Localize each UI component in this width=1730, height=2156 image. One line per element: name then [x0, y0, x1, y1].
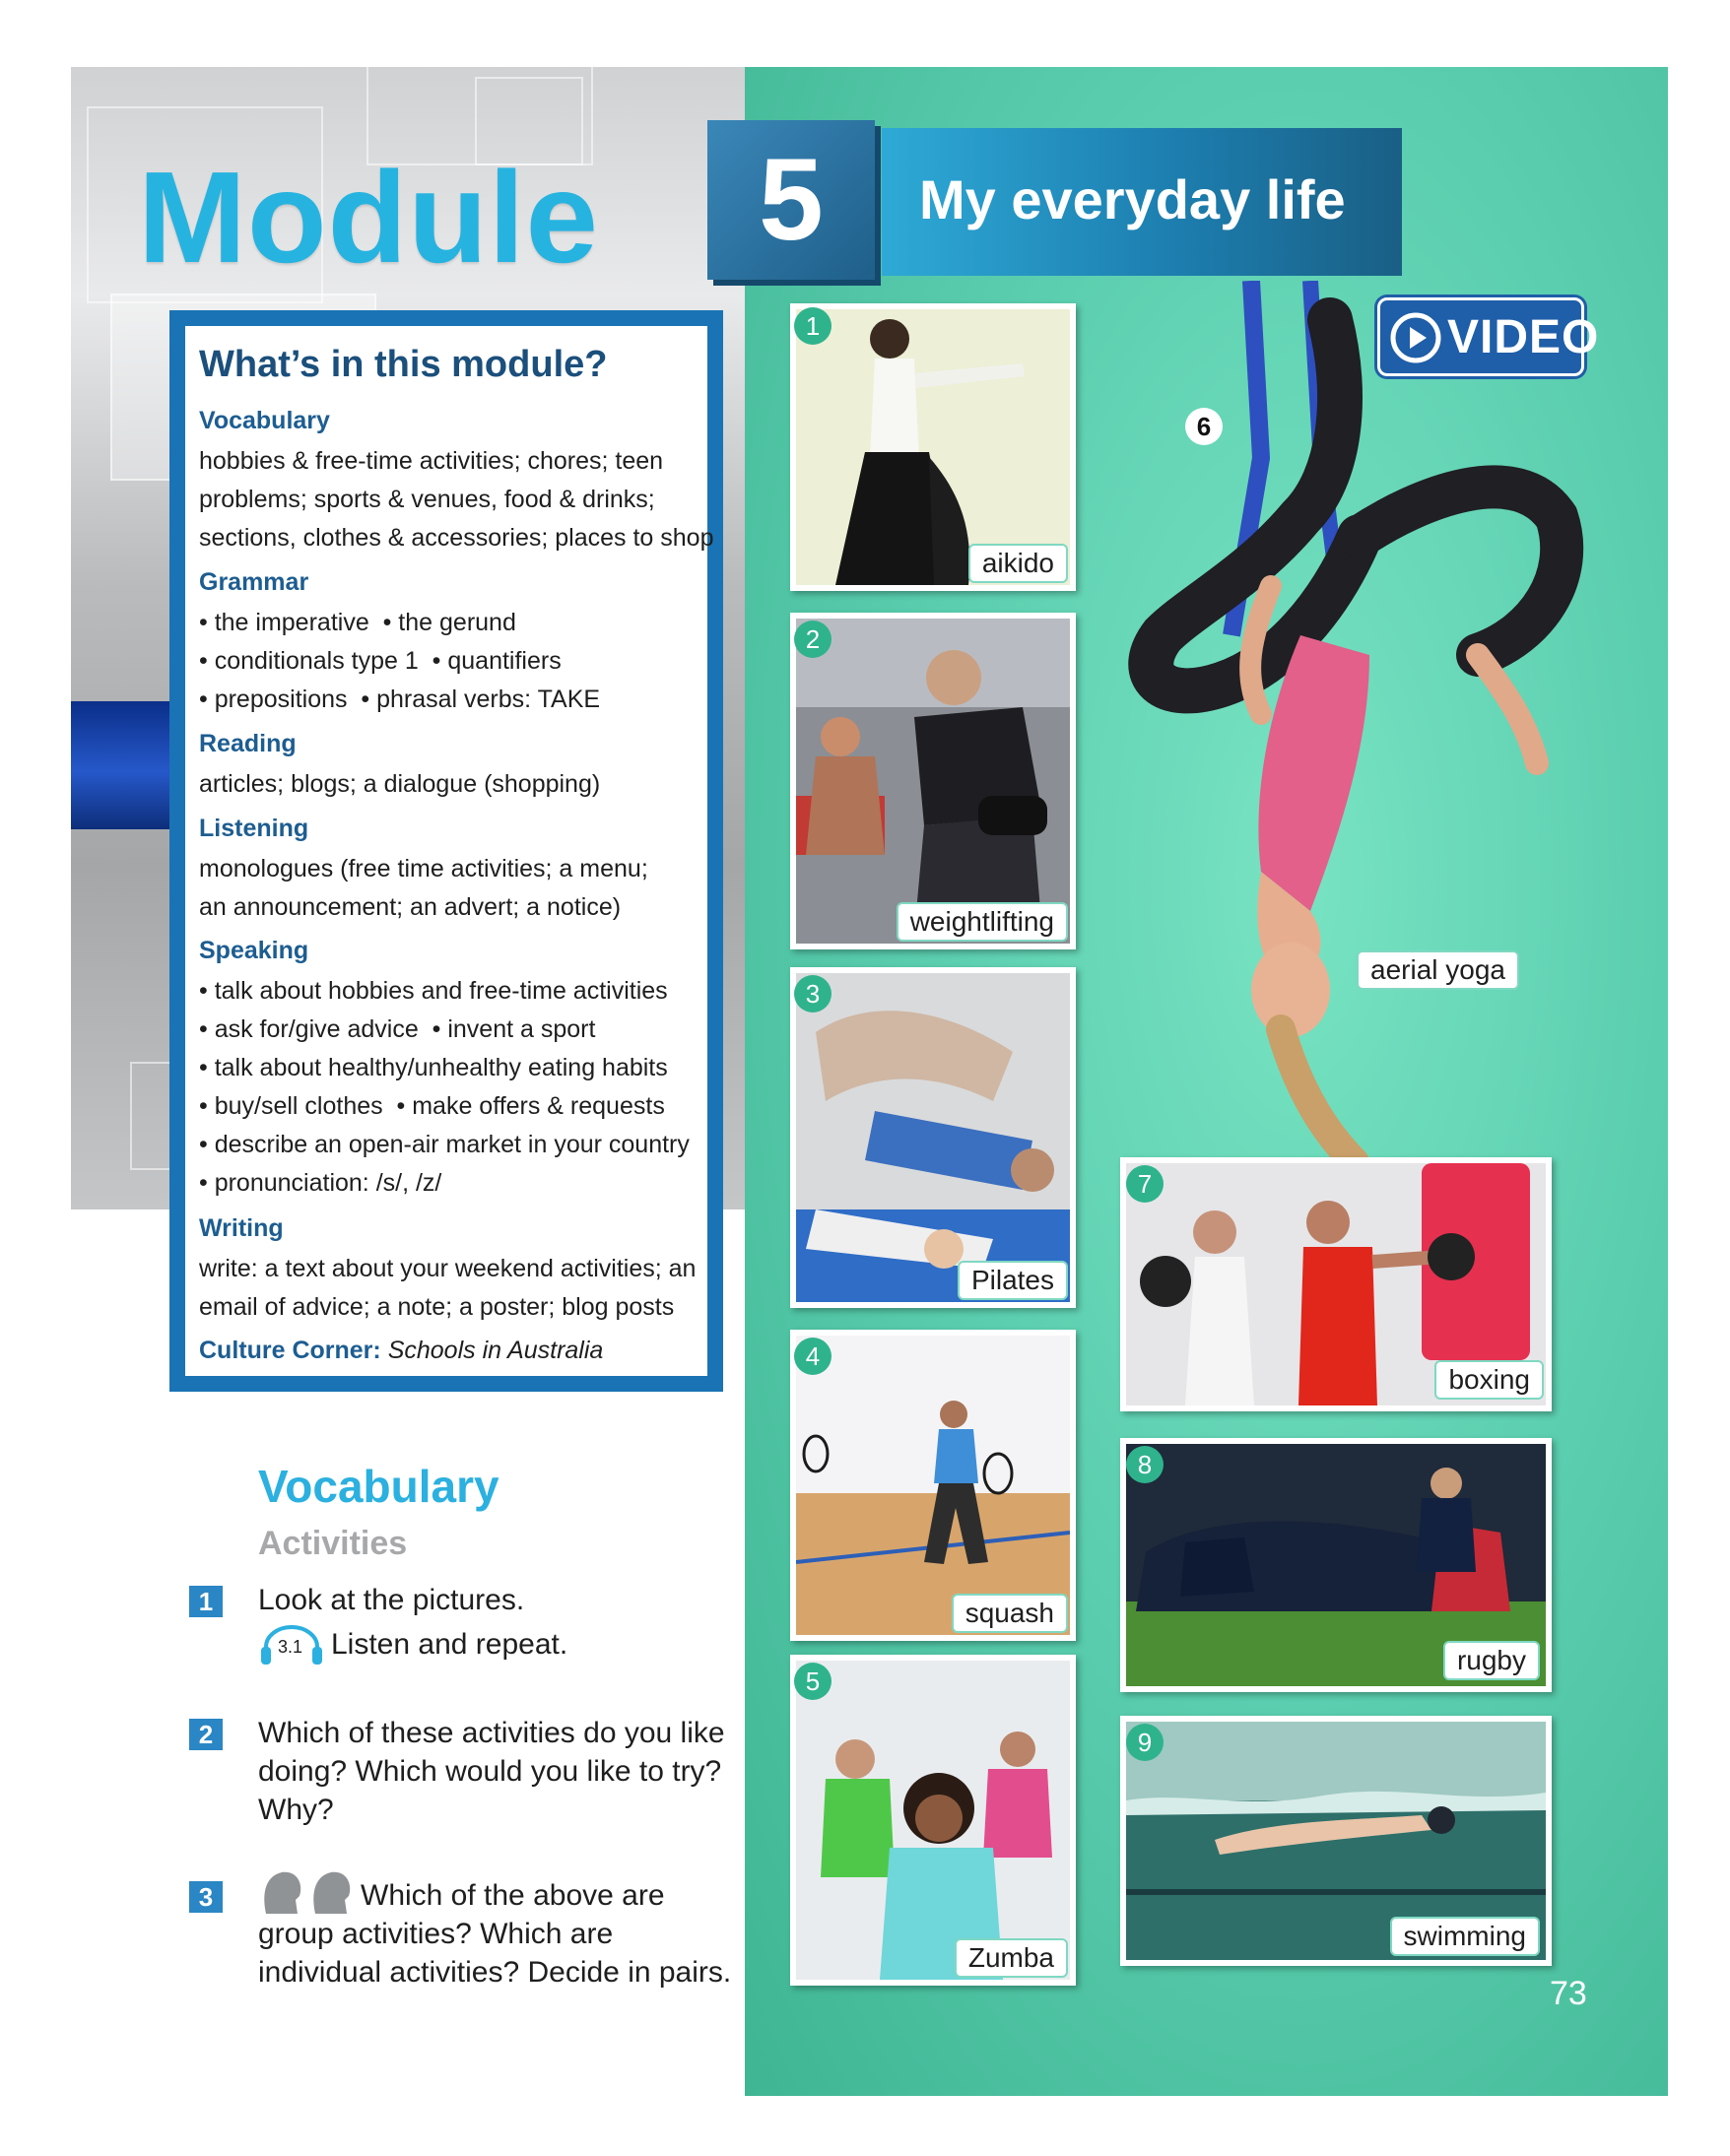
activity-card-pilates: [790, 967, 1076, 1308]
section-line: sections, clothes & accessories; places to shop: [199, 524, 714, 552]
activity-label-zumba: Zumba: [955, 1938, 1068, 1978]
section-line: • the imperative • the gerund: [199, 609, 516, 636]
section-heading-speaking: Speaking: [199, 937, 309, 964]
activity-label-aikido: aikido: [968, 544, 1068, 583]
section-line: monologues (free time activities; a menu;: [199, 855, 648, 882]
section-line: • pronunciation: /s/, /z/: [199, 1169, 442, 1197]
activity-card-zumba: [790, 1655, 1076, 1986]
activity-number-1: 1: [794, 307, 832, 345]
page-number: 73: [1550, 1975, 1587, 2012]
activity-number-3: 3: [794, 975, 832, 1013]
vocabulary-subtitle: Activities: [258, 1525, 408, 1562]
activity-label-weightlifting: weightlifting: [897, 902, 1068, 942]
exercise-text: Why?: [258, 1794, 334, 1826]
culture-corner-heading: Culture Corner:: [199, 1337, 381, 1364]
activity-label-pilates: Pilates: [958, 1261, 1068, 1300]
section-line: write: a text about your weekend activities; an: [199, 1255, 697, 1282]
activity-number-2: 2: [794, 621, 832, 658]
exercise-text: Which of the above are: [361, 1879, 665, 1912]
section-line: • buy/sell clothes • make offers & requests: [199, 1092, 665, 1120]
activity-card-squash: [790, 1330, 1076, 1641]
squash-photo: [796, 1336, 1070, 1635]
section-line: problems; sports & venues, food & drinks;: [199, 486, 655, 513]
exercise-text: group activities? Which are: [258, 1918, 614, 1950]
exercise-text: Which of these activities do you like: [258, 1717, 725, 1749]
aerial-yoga-photo: [1103, 281, 1655, 1167]
exercise-text: Look at the pictures.: [258, 1584, 525, 1616]
section-line: • talk about healthy/unhealthy eating habits: [199, 1054, 668, 1081]
section-line: articles; blogs; a dialogue (shopping): [199, 770, 601, 798]
contents-box-title: What’s in this module?: [199, 344, 608, 385]
activity-card-aikido: [790, 303, 1076, 591]
section-line: • conditionals type 1 • quantifiers: [199, 647, 562, 675]
module-number-box: [707, 120, 875, 280]
section-heading-grammar: Grammar: [199, 568, 309, 596]
weightlifting-photo: [796, 619, 1070, 944]
module-word: Module: [138, 145, 599, 290]
activity-number-7: 7: [1126, 1165, 1164, 1203]
section-line: • ask for/give advice • invent a sport: [199, 1015, 596, 1043]
activity-card-rugby: [1120, 1438, 1552, 1692]
activity-number-5: 5: [794, 1663, 832, 1700]
section-line: • prepositions • phrasal verbs: TAKE: [199, 686, 601, 713]
video-label: VIDEO: [1447, 311, 1600, 363]
section-line: • describe an open-air market in your country: [199, 1131, 690, 1158]
culture-corner-label: [199, 1337, 603, 1365]
exercise-number: 3: [189, 1881, 223, 1913]
activity-label-aerial-yoga: aerial yoga: [1357, 950, 1519, 990]
activity-card-swimming: [1120, 1716, 1552, 1966]
section-line: • talk about hobbies and free-time activities: [199, 977, 668, 1005]
activity-number-6: 6: [1185, 408, 1223, 445]
pilates-photo: [796, 973, 1070, 1302]
activity-card-weightlifting: [790, 613, 1076, 949]
module-number: 5: [759, 135, 824, 265]
section-heading-writing: Writing: [199, 1214, 284, 1242]
culture-corner-value: Schools in Australia: [387, 1337, 604, 1364]
activity-number-4: 4: [794, 1338, 832, 1375]
section-line: hobbies & free-time activities; chores; teen: [199, 447, 664, 475]
vocabulary-title: Vocabulary: [258, 1461, 499, 1512]
section-line: an announcement; an advert; a notice): [199, 893, 622, 921]
exercise-text: individual activities? Decide in pairs.: [258, 1956, 732, 1989]
contents-box-inner: [185, 326, 714, 1376]
audio-instruction: Listen and repeat.: [331, 1628, 568, 1661]
activity-label-boxing: boxing: [1434, 1360, 1544, 1400]
pair-work-icon: [258, 1866, 357, 1916]
exercise-text: doing? Which would you like to try?: [258, 1755, 722, 1788]
section-heading-listening: Listening: [199, 815, 309, 842]
section-heading-vocabulary: Vocabulary: [199, 407, 330, 434]
activity-label-squash: squash: [952, 1594, 1068, 1633]
exercise-number: 1: [189, 1586, 223, 1617]
play-icon: [1390, 312, 1441, 363]
audio-track-number: 3.1: [278, 1637, 303, 1657]
activity-label-rugby: rugby: [1443, 1641, 1540, 1680]
exercise-number: 2: [189, 1719, 223, 1750]
module-title: My everyday life: [919, 168, 1346, 230]
section-heading-reading: Reading: [199, 730, 297, 757]
activity-number-8: 8: [1126, 1446, 1164, 1483]
video-button[interactable]: [1377, 297, 1600, 376]
contents-box: [169, 310, 723, 1392]
section-line: email of advice; a note; a poster; blog posts: [199, 1293, 675, 1321]
activity-card-boxing: [1120, 1157, 1552, 1411]
zumba-photo: [796, 1661, 1070, 1980]
decorative-blue-strip: [71, 701, 179, 829]
activity-label-swimming: swimming: [1390, 1917, 1540, 1956]
activity-number-9: 9: [1126, 1724, 1164, 1761]
